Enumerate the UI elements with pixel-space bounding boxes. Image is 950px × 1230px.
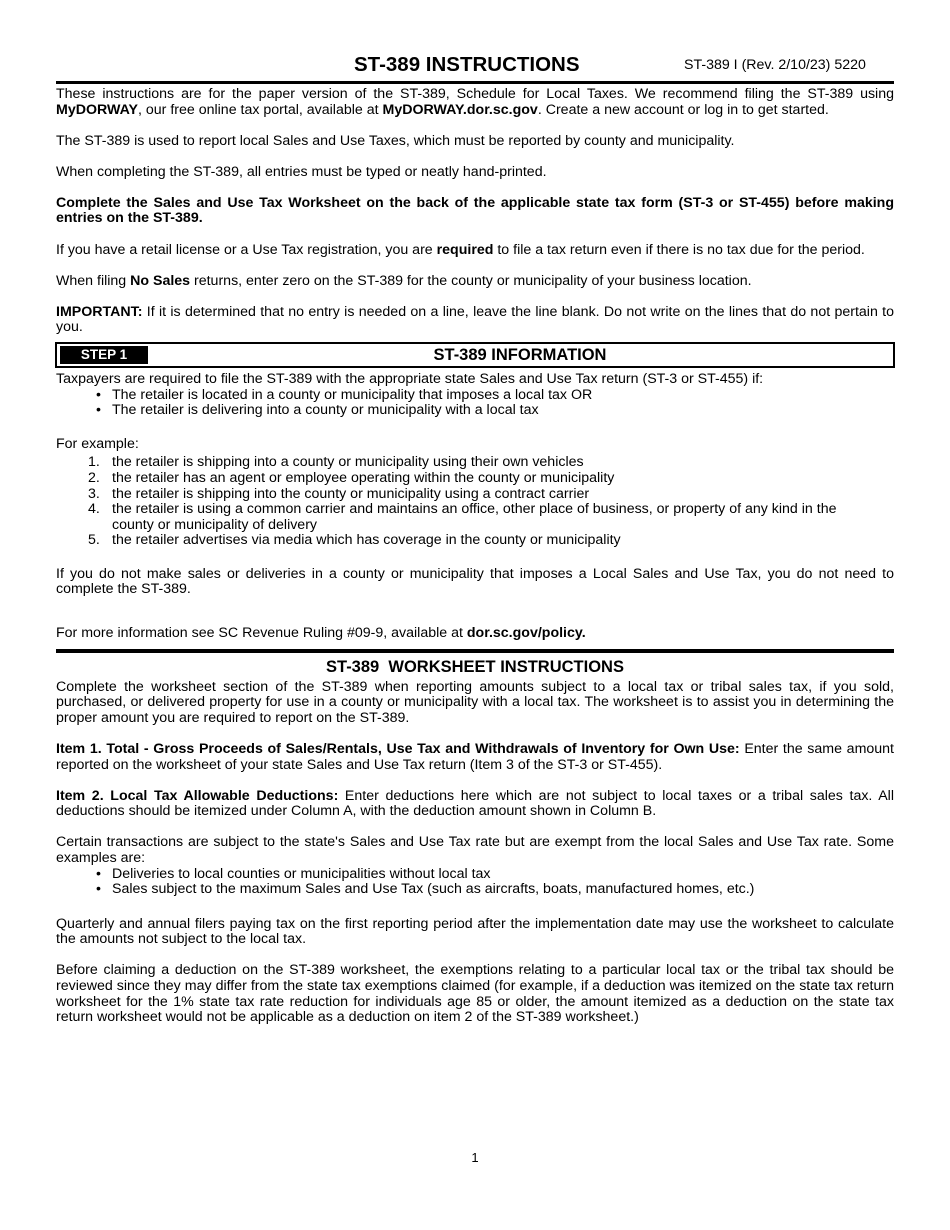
page-title: ST-389 INSTRUCTIONS (354, 53, 580, 76)
item-2-text: Enter deductions here which are not subject to local taxes or a tribal sales tax. All deductions should be itemized under Column A, with the deduction amount shown in Column B. (56, 787, 894, 820)
step-1-paragraph-2: If you do not make sales or deliveries in a county or municipality that imposes a Local Sales and Use Tax, you do not need to complete the ST-389. (56, 565, 894, 598)
form-revision-id: ST-389 I (Rev. 2/10/23) 5220 (684, 57, 866, 73)
intro-text: When filing (56, 272, 131, 289)
document-body (56, 87, 894, 1026)
list-item-text: Deliveries to local counties or municipalities without local tax (112, 865, 491, 882)
step-1-text: For more information see SC Revenue Ruling #09-9, available at (56, 625, 467, 642)
page-number: 1 (471, 1150, 479, 1165)
worksheet-section-title: ST-389 WORKSHEET INSTRUCTIONS (326, 657, 624, 676)
required-emphasis: required (436, 241, 494, 258)
list-number: 2. (88, 469, 100, 486)
list-item (56, 455, 894, 471)
list-number: 5. (88, 532, 100, 549)
item-1-text: Enter the same amount reported on the worksheet of your state Sales and Use Tax return (Item 3 of the ST-3 or ST-455). (56, 740, 895, 773)
list-number: 3. (88, 485, 100, 502)
list-number: 1. (88, 454, 100, 471)
example-label: For example: (56, 435, 139, 452)
list-item-text: the retailer is shipping into the county or municipality using a contract carrier (112, 485, 590, 502)
list-item-text: the retailer is shipping into a county or municipality using their own vehicles (112, 454, 584, 471)
list-item-text: The retailer is located in a county or municipality that imposes a local tax OR (112, 386, 593, 403)
list-item (56, 471, 894, 487)
step-1-title: ST-389 INFORMATION (433, 345, 607, 364)
item-1-heading: Item 1. Total - Gross Proceeds of Sales/Rentals, Use Tax and Withdrawals of Inventory for Own Use: (56, 740, 740, 757)
worksheet-item-2 (56, 789, 894, 820)
header-rule (56, 81, 894, 84)
worksheet-notice: Complete the Sales and Use Tax Worksheet on the back of the applicable state tax form (ST-3 or ST-455) before making entries on the ST-389. (56, 194, 894, 227)
list-item (56, 403, 894, 419)
step-1-banner (55, 342, 895, 368)
step-1-bullet-list (56, 388, 894, 419)
list-item (56, 487, 894, 503)
list-item (56, 533, 894, 549)
list-number: 4. (88, 501, 100, 518)
section-rule (56, 649, 894, 653)
no-sales-emphasis: No Sales (130, 272, 191, 289)
document-header (56, 52, 894, 80)
intro-paragraph-3: When completing the ST-389, all entries must be typed or neatly hand-printed. (56, 163, 547, 180)
intro-paragraph-4 (56, 196, 894, 227)
intro-text: . Create a new account or log in to get started. (537, 101, 829, 118)
intro-text: to file a tax return even if there is no tax due for the period. (493, 241, 865, 258)
intro-paragraph-1 (56, 87, 894, 118)
bullet-icon: • (96, 386, 101, 403)
intro-text: returns, enter zero on the ST-389 for the county or municipality of your business location. (190, 272, 752, 289)
worksheet-paragraph-3: Quarterly and annual filers paying tax on the first reporting period after the implementation date may use the worksheet to calculate the amounts not subject to the local tax. (56, 915, 894, 948)
intro-text: If you have a retail license or a Use Tax registration, you are (56, 241, 437, 258)
step-1-paragraph-3 (56, 626, 894, 642)
worksheet-paragraph-2: Certain transactions are subject to the state's Sales and Use Tax rate but are exempt from the local Sales and Use Tax rate. Some examples are: (56, 834, 894, 866)
mydorway-name: MyDORWAY (56, 101, 138, 118)
list-item (56, 882, 894, 898)
list-item-text: the retailer is using a common carrier and maintains an office, other place of business, or property of any kind in the county or municipality of delivery (112, 501, 837, 533)
bullet-icon: • (96, 881, 101, 898)
example-list (56, 455, 894, 549)
item-2-heading: Item 2. Local Tax Allowable Deductions: (56, 787, 339, 804)
list-item (56, 502, 894, 533)
step-1-label: STEP 1 (60, 346, 148, 364)
mydorway-url: MyDORWAY.dor.sc.gov (382, 101, 538, 118)
list-item-text: Sales subject to the maximum Sales and Use Tax (such as aircrafts, boats, manufactured homes, etc.) (112, 881, 755, 898)
intro-paragraph-5 (56, 243, 894, 259)
intro-text: These instructions are for the paper version of the ST-389, Schedule for Local Taxes. We recommend filing the ST-389 using (56, 86, 894, 102)
intro-paragraph-6 (56, 274, 894, 290)
bullet-icon: • (96, 402, 101, 419)
list-item (56, 867, 894, 883)
list-item-text: The retailer is delivering into a county or municipality with a local tax (112, 402, 539, 419)
worksheet-bullet-list (56, 867, 894, 898)
worksheet-paragraph-1: Complete the worksheet section of the ST-389 when reporting amounts subject to a local tax or tribal sales tax, if you sold, purchased, or delivered property for use in a county or municipality with a local tax. The worksheet is to assist you in determining the proper amount you are required to report on the ST-389. (56, 678, 894, 726)
important-label: IMPORTANT: (56, 303, 143, 320)
intro-text: , our free online tax portal, available at (138, 101, 383, 118)
intro-paragraph-2: The ST-389 is used to report local Sales and Use Taxes, which must be reported by county and municipality. (56, 132, 735, 149)
worksheet-item-1 (56, 742, 894, 773)
step-1-paragraph-1: Taxpayers are required to file the ST-389 with the appropriate state Sales and Use Tax return (ST-3 or ST-455) if: (56, 370, 764, 387)
list-item-text: the retailer has an agent or employee operating within the county or municipality (112, 469, 615, 486)
policy-url: dor.sc.gov/policy. (466, 625, 586, 642)
bullet-icon: • (96, 865, 101, 882)
intro-paragraph-7 (56, 305, 894, 336)
list-item (56, 388, 894, 404)
worksheet-paragraph-4: Before claiming a deduction on the ST-389 worksheet, the exemptions relating to a particular local tax or the tribal tax should be reviewed since they may differ from the state tax exemptions claimed (for example, if a deduction was itemized on the state tax return worksheet for the 1% state tax rate reduction for individuals age 85 or older, the amount itemized as a deduction on the state tax return worksheet would not be applicable as a deduction on item 2 of the ST-389 worksheet.) (56, 962, 894, 1026)
intro-text: If it is determined that no entry is needed on a line, leave the line blank. Do not write on the lines that do not pertain to you. (56, 303, 894, 336)
list-item-text: the retailer advertises via media which has coverage in the county or municipality (112, 532, 621, 549)
